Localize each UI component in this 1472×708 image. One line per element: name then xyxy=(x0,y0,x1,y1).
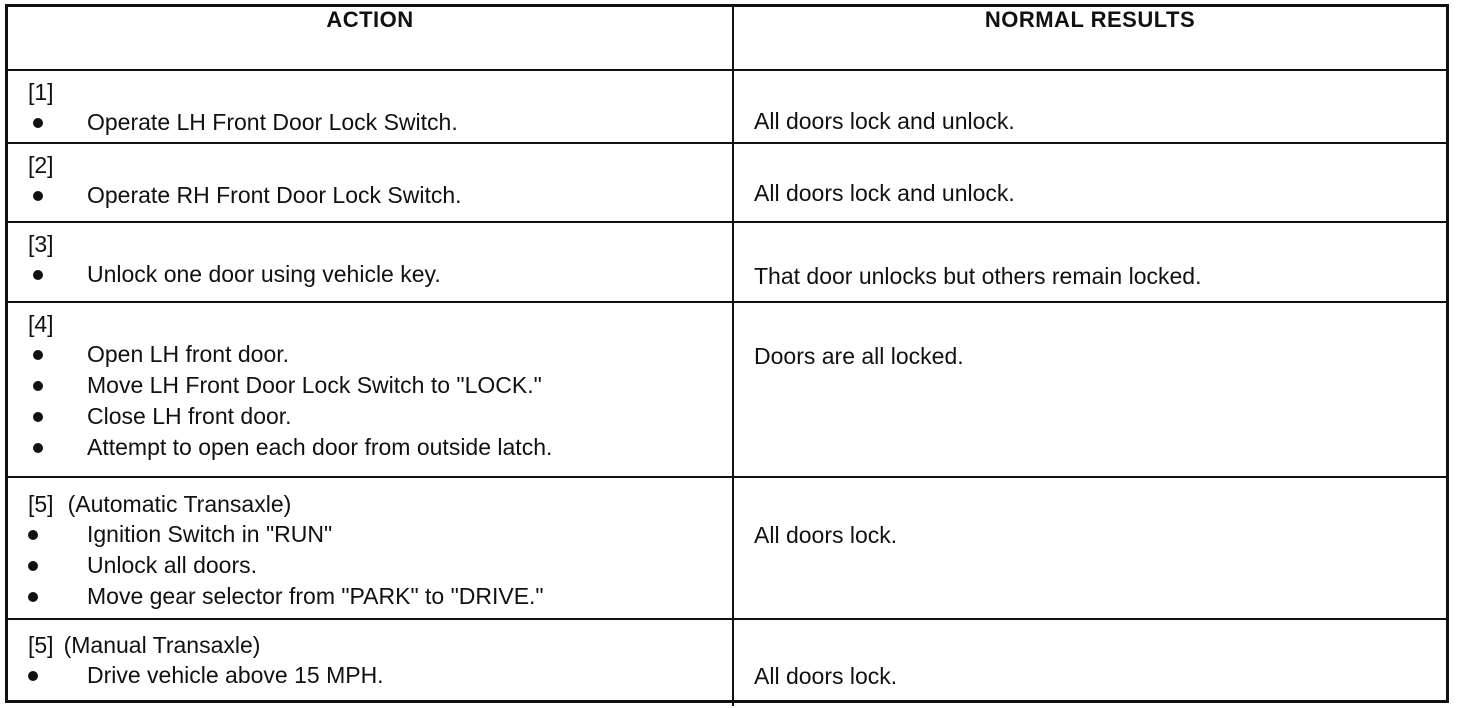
table-row xyxy=(8,70,1446,143)
bullet-icon xyxy=(33,350,43,360)
action-text: Operate RH Front Door Lock Switch. xyxy=(87,182,462,208)
diagnostic-table-frame xyxy=(5,4,1449,703)
table-row xyxy=(8,619,1446,706)
step-title xyxy=(28,630,732,660)
step-number: [5] xyxy=(28,491,54,517)
step-number: [4] xyxy=(28,311,54,337)
action-cell xyxy=(8,477,733,619)
result-text: Doors are all locked. xyxy=(754,343,964,369)
action-item xyxy=(28,339,732,370)
action-text: Move LH Front Door Lock Switch to "LOCK." xyxy=(87,372,542,398)
bullet-icon xyxy=(33,191,43,201)
step-number: [5] xyxy=(28,632,54,658)
action-text: Ignition Switch in "RUN" xyxy=(87,521,333,547)
action-item xyxy=(28,107,732,138)
step-qualifier: (Manual Transaxle) xyxy=(63,632,261,658)
action-item xyxy=(28,432,732,463)
table-row xyxy=(8,143,1446,222)
bullet-icon xyxy=(28,530,38,540)
action-text: Unlock one door using vehicle key. xyxy=(87,261,441,287)
step-qualifier: (Automatic Transaxle) xyxy=(67,491,292,517)
step-title xyxy=(28,229,732,259)
bullet-icon xyxy=(33,270,43,280)
step-title xyxy=(28,150,732,180)
result-cell xyxy=(733,302,1446,477)
action-cell xyxy=(8,302,733,477)
bullet-icon xyxy=(33,381,43,391)
action-text: Attempt to open each door from outside latch. xyxy=(87,434,553,460)
bullet-icon xyxy=(28,592,38,602)
bullet-icon xyxy=(33,412,43,422)
action-cell xyxy=(8,143,733,222)
action-item xyxy=(28,581,732,612)
action-cell xyxy=(8,70,733,143)
table-row xyxy=(8,477,1446,619)
action-text: Move gear selector from "PARK" to "DRIVE." xyxy=(87,583,544,609)
bullet-icon xyxy=(28,561,38,571)
action-item xyxy=(28,370,732,401)
step-number: [2] xyxy=(28,152,54,178)
action-text: Operate LH Front Door Lock Switch. xyxy=(87,109,458,135)
result-cell xyxy=(733,70,1446,143)
step-title xyxy=(28,77,732,107)
result-text: All doors lock and unlock. xyxy=(754,108,1015,134)
result-text: That door unlocks but others remain locked. xyxy=(754,263,1202,289)
result-cell xyxy=(733,477,1446,619)
action-text: Drive vehicle above 15 MPH. xyxy=(87,662,384,688)
table-header-row xyxy=(8,7,1446,70)
action-item xyxy=(28,401,732,432)
diagnostic-table xyxy=(8,7,1446,706)
action-item xyxy=(28,180,732,211)
action-item xyxy=(28,660,732,691)
action-cell xyxy=(8,222,733,302)
action-item xyxy=(28,519,732,550)
step-number: [1] xyxy=(28,79,54,105)
table-row xyxy=(8,222,1446,302)
result-text: All doors lock. xyxy=(754,663,898,689)
result-cell xyxy=(733,222,1446,302)
action-text: Open LH front door. xyxy=(87,341,290,367)
step-title xyxy=(28,309,732,339)
action-cell xyxy=(8,619,733,706)
bullet-icon xyxy=(33,443,43,453)
action-text: Unlock all doors. xyxy=(87,552,258,578)
bullet-icon xyxy=(33,118,43,128)
bullet-icon xyxy=(28,671,38,681)
step-title xyxy=(28,489,732,519)
action-text: Close LH front door. xyxy=(87,403,292,429)
result-text: All doors lock and unlock. xyxy=(754,180,1015,206)
action-item xyxy=(28,259,732,290)
result-text: All doors lock. xyxy=(754,522,898,548)
step-number: [3] xyxy=(28,231,54,257)
action-item xyxy=(28,550,732,581)
header-normal-results: NORMAL RESULTS xyxy=(733,7,1446,70)
table-row xyxy=(8,302,1446,477)
result-cell xyxy=(733,619,1446,706)
header-action: ACTION xyxy=(8,7,733,70)
result-cell xyxy=(733,143,1446,222)
